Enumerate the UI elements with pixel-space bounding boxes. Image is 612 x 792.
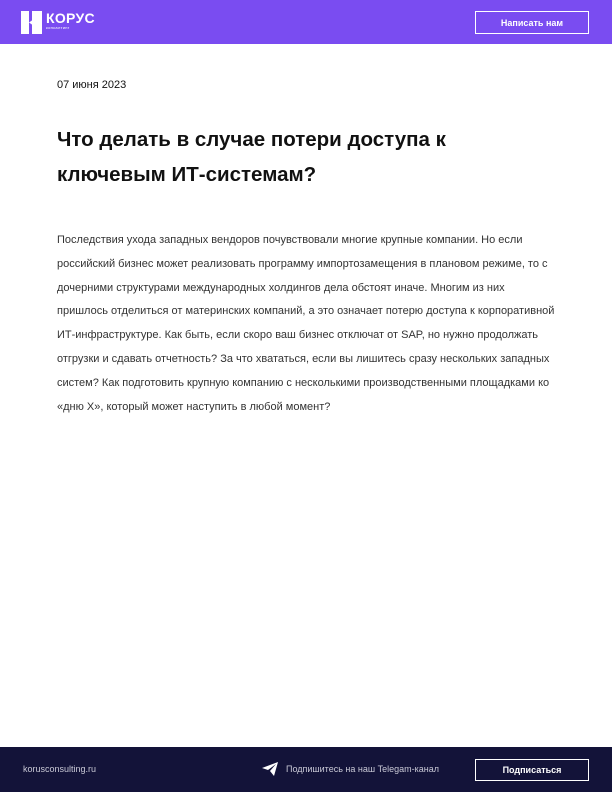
article-title: Что делать в случае потери доступа к ключевым ИТ-системам? bbox=[57, 128, 446, 186]
telegram-link[interactable] bbox=[262, 762, 439, 776]
subscribe-button[interactable]: Подписаться bbox=[475, 759, 589, 781]
logo-name: КОРУС bbox=[46, 10, 95, 26]
site-link[interactable]: korusconsulting.ru bbox=[23, 764, 97, 774]
article-body: Последствия ухода западных вендоров почувствовали многие крупные компании. Но если российский бизнес может реализовать программу импортозамещения в плановом режиме, то с дочерними структурами международных холдингов дела обстоят иначе. Многим из них пришлось отделиться от материнских компаний, а это означает потерю доступа к корпоративной ИТ-инфраструктуре. Как быть, если скоро ваш бизнес отключат от SAP, но нужно продолжать отгрузки и сдавать отчетность? За что хвататься, если вы лишитесь сразу нескольких западных систем? Как подготовить крупную компанию с несколькими производственными площадками ко «дню Х», который может наступить в любой момент? bbox=[57, 234, 555, 413]
article-date: 07 июня 2023 bbox=[57, 79, 127, 91]
paper-plane-icon bbox=[262, 762, 278, 776]
footer bbox=[0, 747, 612, 792]
korus-logo[interactable] bbox=[21, 11, 95, 34]
logo-subtitle: консалтинг bbox=[46, 25, 70, 30]
telegram-text: Подпишитесь на наш Telegam-канал bbox=[286, 764, 439, 774]
write-us-button[interactable]: Написать нам bbox=[475, 11, 589, 34]
logo-mark-icon bbox=[21, 11, 42, 34]
header bbox=[0, 0, 612, 44]
